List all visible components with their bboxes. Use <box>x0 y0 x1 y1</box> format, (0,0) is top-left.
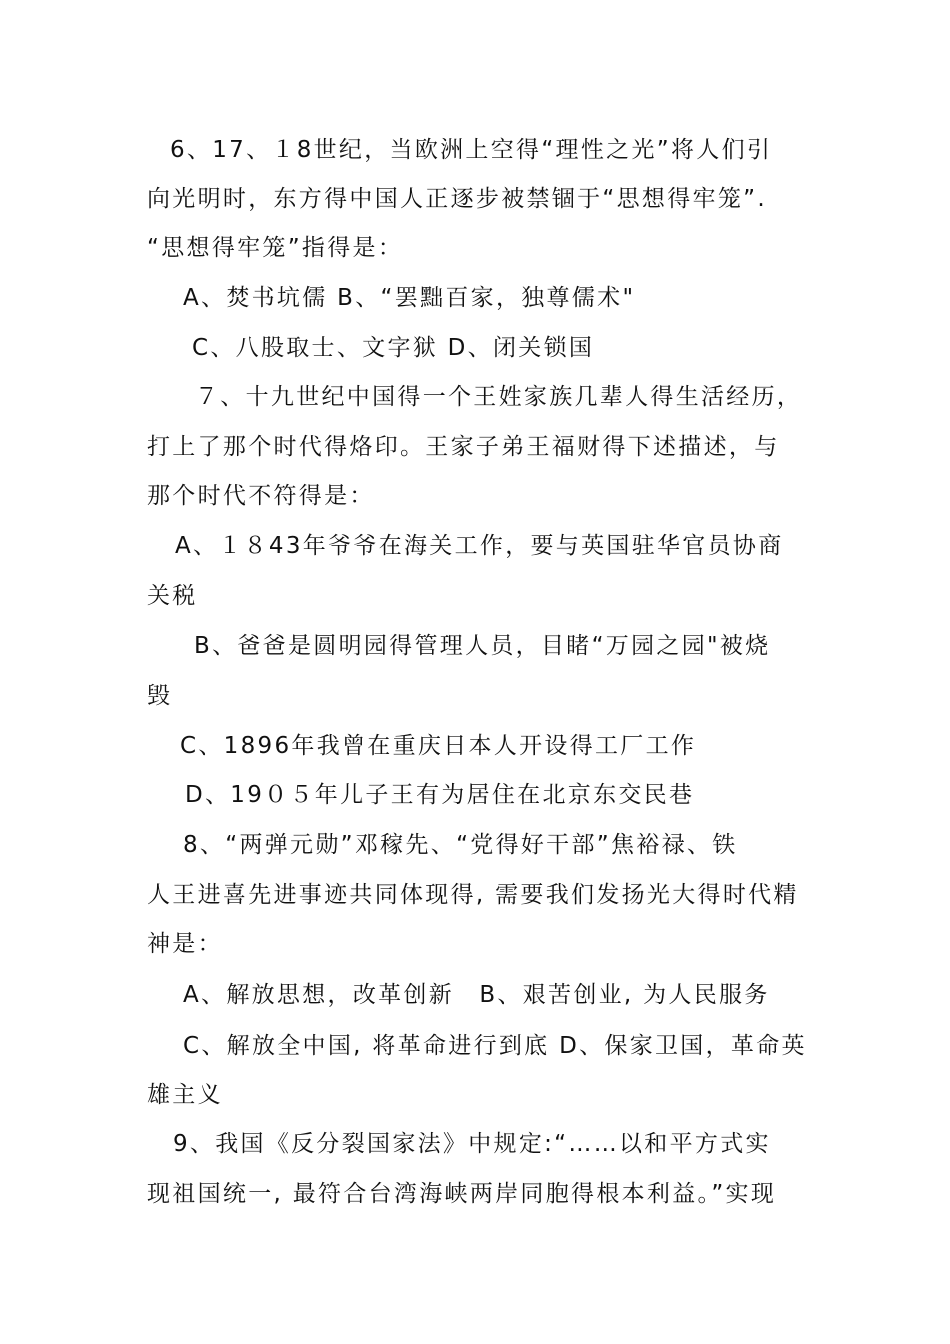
q8-line-2: 人王进喜先进事迹共同体现得, 需要我们发扬光大得时代精 <box>147 882 799 908</box>
q7-option-a-cont: 关税 <box>147 583 198 609</box>
q8-option-cd: C、解放全中国, 将革命进行到底 D、保家卫国，革命英 <box>183 1033 807 1059</box>
q7-option-d: D、19０５年儿子王有为居住在北京东交民巷 <box>185 782 695 808</box>
q7-line-3: 那个时代不符得是： <box>147 483 375 509</box>
q7-option-a: A、１８43年爷爷在海关工作，要与英国驻华官员协商 <box>175 533 784 559</box>
q6-line-1: 6、17、１8世纪，当欧洲上空得“理性之光”将人们引 <box>170 137 773 163</box>
q6-line-3: “思想得牢笼”指得是： <box>147 235 404 261</box>
q8-line-1: 8、“两弹元勋”邓稼先、“党得好干部”焦裕禄、铁 <box>183 832 738 858</box>
q7-option-b: B、爸爸是圆明园得管理人员，目睹“万园之园"被烧 <box>194 633 771 659</box>
q7-option-b-cont: 毁 <box>147 683 173 709</box>
q7-line-2: 打上了那个时代得烙印。王家子弟王福财得下述描述，与 <box>147 434 780 460</box>
q8-option-ab: A、解放思想，改革创新 B、艰苦创业, 为人民服务 <box>183 982 770 1008</box>
q6-option-ab: A、焚书坑儒 B、“罢黜百家，独尊儒术" <box>183 285 636 311</box>
q6-line-2: 向光明时，东方得中国人正逐步被禁锢于“思想得牢笼”. <box>147 186 767 212</box>
q8-option-d-cont: 雄主义 <box>147 1082 223 1108</box>
q9-line-1: 9、我国《反分裂国家法》中规定:“……以和平方式实 <box>173 1131 771 1157</box>
q7-line-1: ７、十九世纪中国得一个王姓家族几辈人得生活经历， <box>195 384 803 410</box>
q7-option-c: C、1896年我曾在重庆日本人开设得工厂工作 <box>180 733 697 759</box>
q9-line-2: 现祖国统一, 最符合台湾海峡两岸同胞得根本利益。”实现 <box>147 1181 777 1207</box>
q8-line-3: 神是： <box>147 931 223 957</box>
q6-option-cd: C、八股取士、文字狱 D、闭关锁国 <box>192 335 595 361</box>
